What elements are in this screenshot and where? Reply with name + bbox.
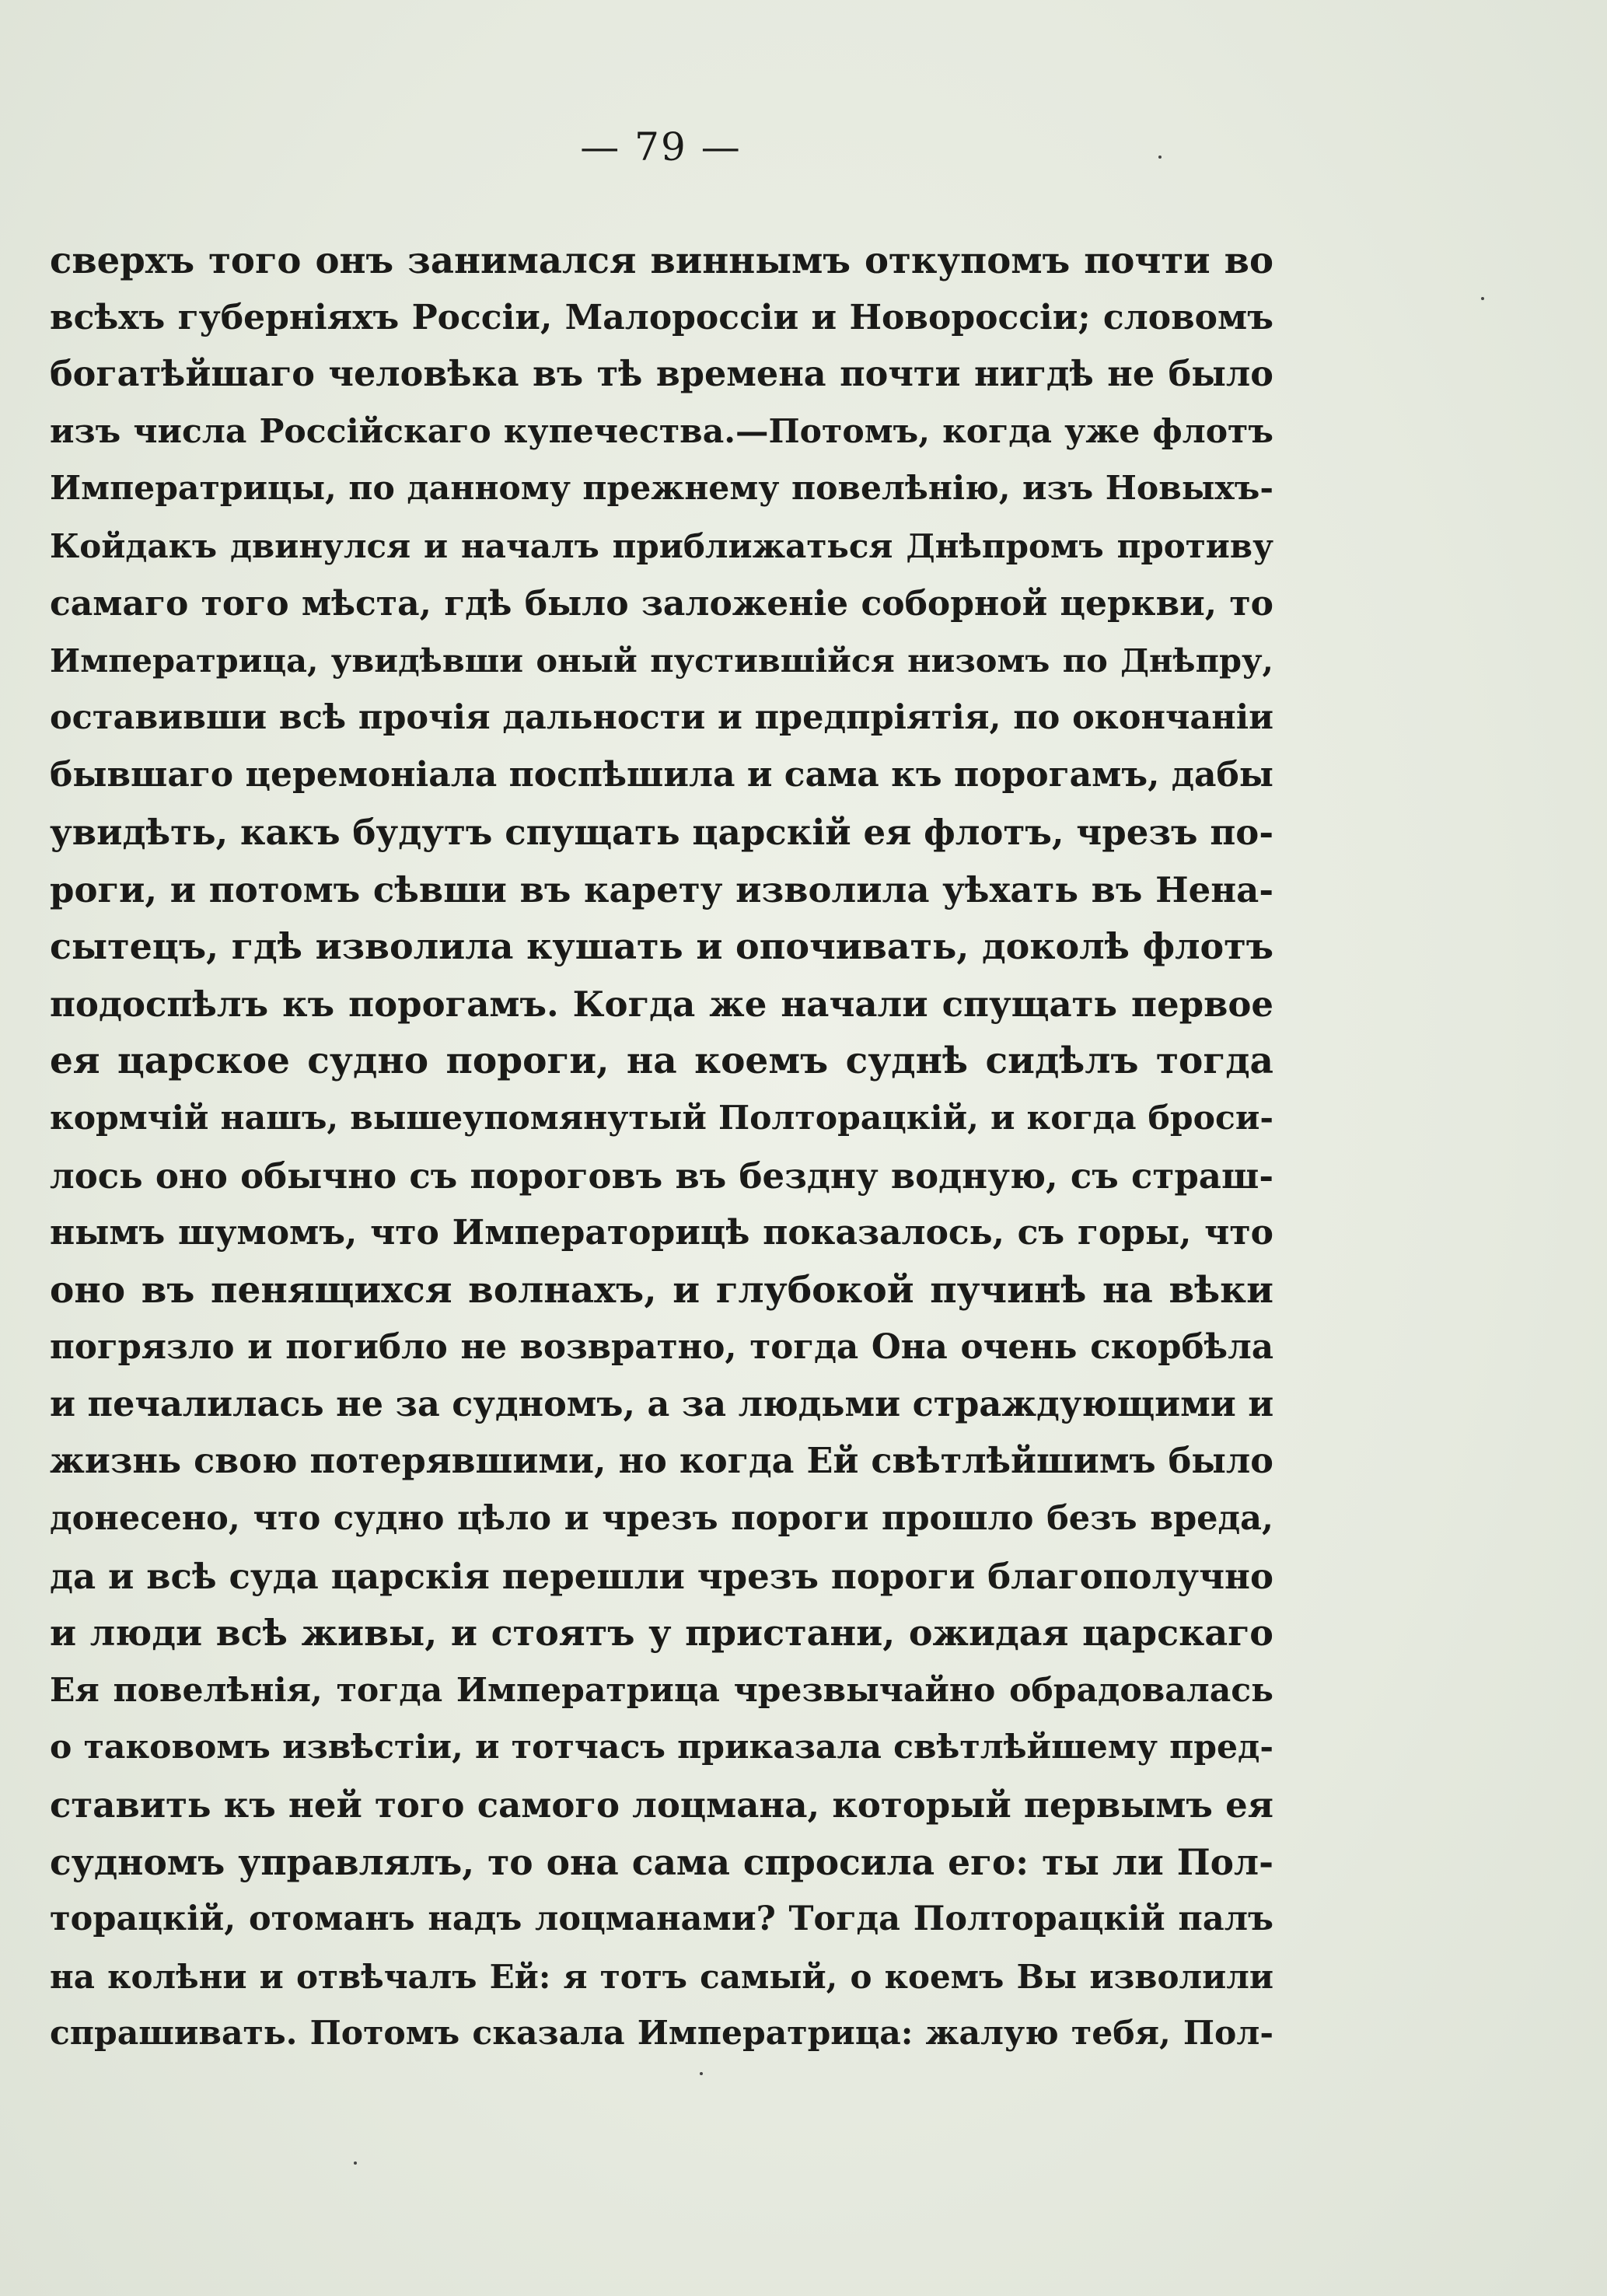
text-line: увидѣть, какъ будутъ спущать царскій ея флотъ, чрезъ по-	[50, 811, 1273, 853]
text-line: Ея повелѣнія, тогда Императрица чрезвычайно обрадовалась	[50, 1670, 1273, 1710]
text-line: Императрицы, по данному прежнему повелѣнію, изъ Новыхъ-	[50, 469, 1273, 508]
text-line: судномъ управлялъ, то она сама спросила его: ты ли Пол-	[50, 1840, 1273, 1883]
text-line: Койдакъ двинулся и началъ приближаться Днѣпромъ противу	[50, 526, 1273, 565]
text-line: Императрица, увидѣвши оный пустившійся низомъ по Днѣпру,	[50, 641, 1273, 680]
text-line: изъ числа Россійскаго купечества.—Потомъ, когда уже флотъ	[50, 411, 1273, 451]
text-line: оно въ пенящихся волнахъ, и глубокой пучинѣ на вѣки	[50, 1268, 1273, 1312]
text-line: самаго того мѣста, гдѣ было заложеніе соборной церкви, то	[50, 583, 1273, 624]
print-speck	[354, 2161, 357, 2165]
text-line: подоспѣлъ къ порогамъ. Когда же начали спущать первое	[50, 983, 1273, 1025]
text-line: и печалилась не за судномъ, а за людьми страждующими и	[50, 1383, 1273, 1424]
text-line: лось оно обычно съ пороговъ въ бездну водную, съ страш-	[50, 1155, 1273, 1197]
text-line: богатѣйшаго человѣка въ тѣ времена почти нигдѣ не было	[50, 354, 1273, 395]
text-line: бывшаго церемоніала поспѣшила и сама къ порогамъ, дабы	[50, 755, 1273, 795]
body-text	[50, 232, 1273, 2063]
text-line: всѣхъ губерніяхъ Россіи, Малороссіи и Новороссіи; словомъ	[50, 297, 1273, 337]
page-number: — 79 —	[580, 124, 742, 169]
text-line: роги, и потомъ сѣвши въ карету изволила уѣхать въ Нена-	[50, 868, 1273, 910]
text-line: донесено, что судно цѣло и чрезъ пороги прошло безъ вреда,	[50, 1499, 1273, 1539]
text-line: да и всѣ суда царскія перешли чрезъ пороги благополучно	[50, 1555, 1273, 1597]
text-line: ставить къ ней того самого лоцмана, который первымъ ея	[50, 1784, 1273, 1826]
text-line: сверхъ того онъ занимался виннымъ откупомъ почти во	[50, 239, 1273, 281]
text-line: ея царское судно пороги, на коемъ суднѣ сидѣлъ тогда	[50, 1040, 1273, 1083]
print-speck	[1158, 156, 1162, 159]
print-speck	[1481, 297, 1484, 300]
text-line: торацкій, отоманъ надъ лоцманами? Тогда Полторацкій палъ	[50, 1899, 1273, 1939]
text-line: на колѣни и отвѣчалъ Ей: я тотъ самый, о коемъ Вы изволили	[50, 1957, 1273, 1996]
text-line: о таковомъ извѣстіи, и тотчасъ приказала свѣтлѣйшему пред-	[50, 1728, 1273, 1767]
text-line: нымъ шумомъ, что Императорицѣ показалось, съ горы, что	[50, 1213, 1273, 1253]
text-line: и люди всѣ живы, и стоятъ у пристани, ожидая царскаго	[50, 1612, 1273, 1655]
text-line: погрязло и погибло не возвратно, тогда Она очень скорбѣла	[50, 1327, 1273, 1368]
text-line: жизнь свою потерявшими, но когда Ей свѣтлѣйшимъ было	[50, 1441, 1273, 1482]
text-line: сытецъ, гдѣ изволила кушать и опочивать, доколѣ флотъ	[50, 925, 1273, 968]
print-speck	[700, 2072, 703, 2075]
text-line: спрашивать. Потомъ сказала Императрица: жалую тебя, Пол-	[50, 2014, 1273, 2053]
text-line: кормчій нашъ, вышеупомянутый Полторацкій, и когда броси-	[50, 1098, 1273, 1138]
text-line: оставивши всѣ прочія дальности и предпріятія, по окончаніи	[50, 697, 1273, 737]
